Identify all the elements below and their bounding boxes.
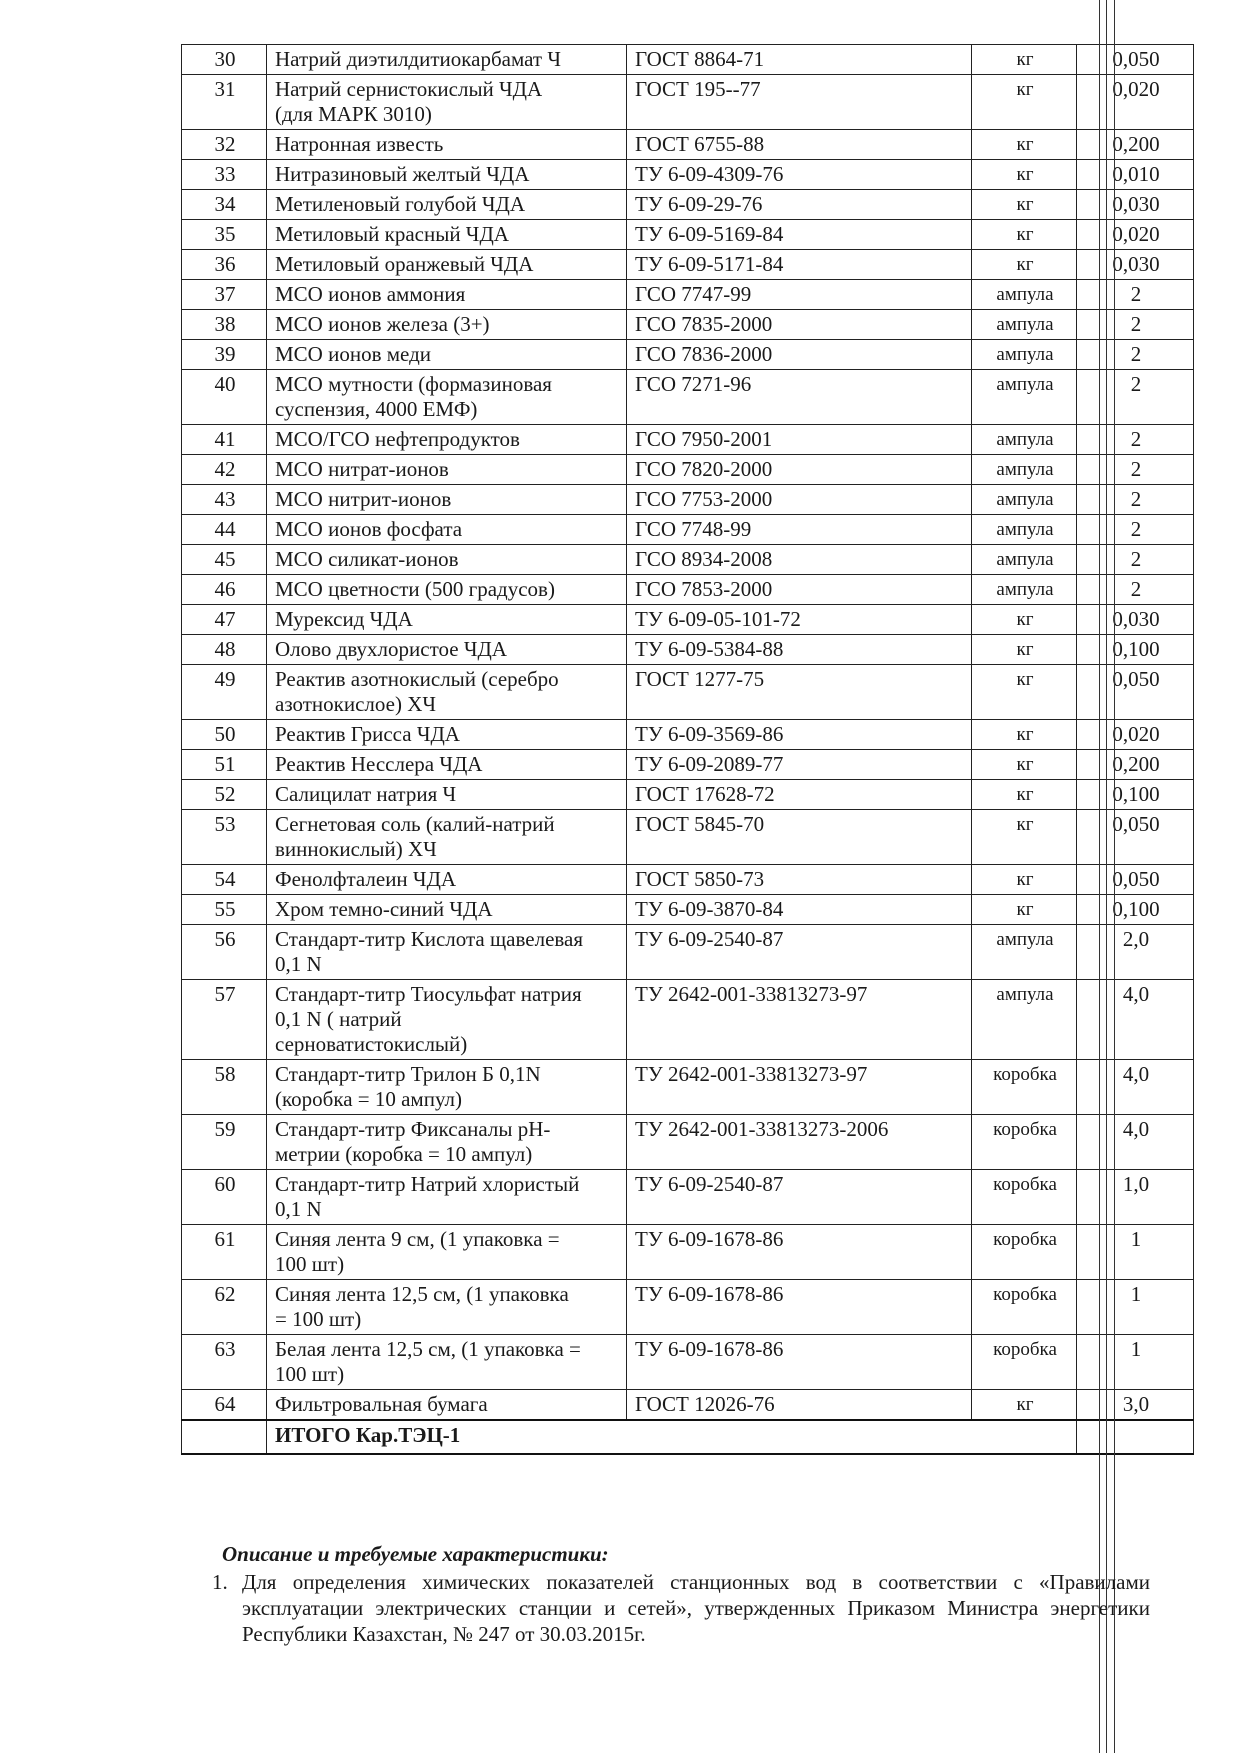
reagents-table-body — [182, 45, 1194, 1421]
reagent-name: МСО силикат-ионов — [267, 545, 627, 575]
reagent-name: Стандарт-титр Натрий хлористый 0,1 N — [267, 1170, 627, 1225]
reagent-unit: кг — [972, 750, 1077, 780]
row-number: 41 — [182, 425, 267, 455]
table-row — [182, 455, 1194, 485]
reagent-quantity: 2 — [1077, 515, 1194, 545]
reagent-quantity: 4,0 — [1077, 980, 1194, 1060]
reagent-quantity: 2 — [1077, 455, 1194, 485]
reagent-standard: ГОСТ 195--77 — [627, 75, 972, 130]
total-row — [182, 1420, 1194, 1454]
reagent-standard: ТУ 6-09-5169-84 — [627, 220, 972, 250]
table-row — [182, 1060, 1194, 1115]
reagent-quantity: 1,0 — [1077, 1170, 1194, 1225]
row-number: 49 — [182, 665, 267, 720]
reagent-name: Натронная известь — [267, 130, 627, 160]
table-row — [182, 1335, 1194, 1390]
row-number: 43 — [182, 485, 267, 515]
reagent-quantity: 2 — [1077, 545, 1194, 575]
table-row — [182, 575, 1194, 605]
reagent-name: МСО мутности (формазиновая суспензия, 4000 ЕМФ) — [267, 370, 627, 425]
reagent-standard: ТУ 6-09-2540-87 — [627, 1170, 972, 1225]
reagent-quantity: 2 — [1077, 280, 1194, 310]
reagent-standard: ГОСТ 17628-72 — [627, 780, 972, 810]
reagent-name: МСО ионов меди — [267, 340, 627, 370]
row-number: 46 — [182, 575, 267, 605]
row-number: 53 — [182, 810, 267, 865]
reagent-name: МСО нитрит-ионов — [267, 485, 627, 515]
reagent-unit: коробка — [972, 1335, 1077, 1390]
table-row — [182, 425, 1194, 455]
reagent-standard: ГСО 7748-99 — [627, 515, 972, 545]
row-number: 47 — [182, 605, 267, 635]
notes-list — [212, 1569, 1150, 1647]
table-row — [182, 925, 1194, 980]
reagent-name: Стандарт-титр Фиксаналы pH- метрии (коробка = 10 ампул) — [267, 1115, 627, 1170]
reagent-name: Синяя лента 9 см, (1 упаковка = 100 шт) — [267, 1225, 627, 1280]
table-row — [182, 160, 1194, 190]
reagent-standard: ГОСТ 5850-73 — [627, 865, 972, 895]
reagent-quantity: 2,0 — [1077, 925, 1194, 980]
table-row — [182, 340, 1194, 370]
reagent-name: Стандарт-титр Трилон Б 0,1N (коробка = 10 ампул) — [267, 1060, 627, 1115]
reagent-standard: ГСО 7271-96 — [627, 370, 972, 425]
table-row — [182, 515, 1194, 545]
row-number: 45 — [182, 545, 267, 575]
reagent-standard: ГОСТ 6755-88 — [627, 130, 972, 160]
reagent-quantity: 0,030 — [1077, 190, 1194, 220]
reagent-name: Белая лента 12,5 см, (1 упаковка = 100 шт) — [267, 1335, 627, 1390]
reagent-standard: ТУ 6-09-3569-86 — [627, 720, 972, 750]
reagent-quantity: 0,010 — [1077, 160, 1194, 190]
reagent-quantity: 2 — [1077, 485, 1194, 515]
reagent-unit: коробка — [972, 1225, 1077, 1280]
row-number: 38 — [182, 310, 267, 340]
reagent-quantity: 1 — [1077, 1335, 1194, 1390]
reagent-quantity: 0,020 — [1077, 75, 1194, 130]
row-number: 48 — [182, 635, 267, 665]
row-number: 59 — [182, 1115, 267, 1170]
reagent-quantity: 2 — [1077, 575, 1194, 605]
reagent-unit: кг — [972, 130, 1077, 160]
table-row — [182, 1115, 1194, 1170]
reagent-standard: ТУ 6-09-5171-84 — [627, 250, 972, 280]
reagent-standard: ТУ 6-09-4309-76 — [627, 160, 972, 190]
row-number: 58 — [182, 1060, 267, 1115]
reagent-unit: кг — [972, 635, 1077, 665]
row-number: 63 — [182, 1335, 267, 1390]
row-number: 64 — [182, 1390, 267, 1421]
table-row — [182, 370, 1194, 425]
reagent-standard: ГОСТ 5845-70 — [627, 810, 972, 865]
reagent-quantity: 0,030 — [1077, 250, 1194, 280]
row-number: 32 — [182, 130, 267, 160]
table-row — [182, 485, 1194, 515]
reagent-name: Синяя лента 12,5 см, (1 упаковка = 100 шт) — [267, 1280, 627, 1335]
reagent-name: Натрий сернистокислый ЧДА (для МАРК 3010) — [267, 75, 627, 130]
reagent-unit: коробка — [972, 1170, 1077, 1225]
reagent-unit: ампула — [972, 980, 1077, 1060]
reagent-quantity: 3,0 — [1077, 1390, 1194, 1421]
reagent-quantity: 1 — [1077, 1280, 1194, 1335]
note-marker: 1. — [212, 1570, 228, 1594]
table-row — [182, 130, 1194, 160]
reagent-name: Реактив азотнокислый (серебро азотнокислое) ХЧ — [267, 665, 627, 720]
reagent-quantity: 0,200 — [1077, 750, 1194, 780]
reagents-table — [181, 44, 1194, 1455]
reagent-standard: ГСО 7836-2000 — [627, 340, 972, 370]
reagent-name: Хром темно-синий ЧДА — [267, 895, 627, 925]
reagent-name: МСО ионов фосфата — [267, 515, 627, 545]
reagent-unit: ампула — [972, 455, 1077, 485]
reagent-name: МСО нитрат-ионов — [267, 455, 627, 485]
reagent-quantity: 0,100 — [1077, 635, 1194, 665]
row-number: 36 — [182, 250, 267, 280]
table-row — [182, 190, 1194, 220]
reagent-name: Метиленовый голубой ЧДА — [267, 190, 627, 220]
total-num-cell — [182, 1420, 267, 1454]
reagent-quantity: 4,0 — [1077, 1115, 1194, 1170]
reagent-name: Реактив Несслера ЧДА — [267, 750, 627, 780]
reagent-standard: ГСО 7853-2000 — [627, 575, 972, 605]
reagent-unit: ампула — [972, 575, 1077, 605]
reagent-quantity: 0,100 — [1077, 895, 1194, 925]
table-row — [182, 280, 1194, 310]
reagent-standard: ТУ 6-09-1678-86 — [627, 1280, 972, 1335]
reagent-unit: ампула — [972, 340, 1077, 370]
reagent-name: Метиловый красный ЧДА — [267, 220, 627, 250]
reagent-unit: ампула — [972, 485, 1077, 515]
reagent-name: Стандарт-титр Тиосульфат натрия 0,1 N ( натрий серноватистокислый) — [267, 980, 627, 1060]
reagent-quantity: 4,0 — [1077, 1060, 1194, 1115]
row-number: 62 — [182, 1280, 267, 1335]
reagent-standard: ТУ 6-09-5384-88 — [627, 635, 972, 665]
table-row — [182, 310, 1194, 340]
reagent-unit: ампула — [972, 515, 1077, 545]
row-number: 50 — [182, 720, 267, 750]
reagent-unit: коробка — [972, 1060, 1077, 1115]
table-row — [182, 750, 1194, 780]
row-number: 55 — [182, 895, 267, 925]
reagent-unit: кг — [972, 720, 1077, 750]
total-value-cell — [1077, 1420, 1194, 1454]
reagent-unit: кг — [972, 810, 1077, 865]
reagent-standard: ГСО 7835-2000 — [627, 310, 972, 340]
reagent-standard: ТУ 6-09-3870-84 — [627, 895, 972, 925]
row-number: 37 — [182, 280, 267, 310]
reagent-name: Салицилат натрия Ч — [267, 780, 627, 810]
reagent-unit: кг — [972, 45, 1077, 75]
row-number: 30 — [182, 45, 267, 75]
reagent-standard: ТУ 2642-001-33813273-97 — [627, 980, 972, 1060]
notes-section — [212, 1541, 1150, 1647]
scan-fold-line — [1106, 0, 1107, 1753]
reagent-standard: ГСО 7950-2001 — [627, 425, 972, 455]
reagent-quantity: 0,050 — [1077, 45, 1194, 75]
table-row — [182, 1225, 1194, 1280]
reagent-standard: ТУ 6-09-29-76 — [627, 190, 972, 220]
reagent-unit: кг — [972, 605, 1077, 635]
table-row — [182, 75, 1194, 130]
row-number: 39 — [182, 340, 267, 370]
reagent-unit: ампула — [972, 280, 1077, 310]
reagent-unit: кг — [972, 75, 1077, 130]
reagent-name: Натрий диэтилдитиокарбамат Ч — [267, 45, 627, 75]
reagent-quantity: 2 — [1077, 310, 1194, 340]
reagent-unit: кг — [972, 250, 1077, 280]
reagent-name: Сегнетовая соль (калий-натрий виннокислый) ХЧ — [267, 810, 627, 865]
reagent-standard: ТУ 6-09-1678-86 — [627, 1335, 972, 1390]
reagent-standard: ГСО 8934-2008 — [627, 545, 972, 575]
reagent-standard: ТУ 6-09-05-101-72 — [627, 605, 972, 635]
reagent-unit: коробка — [972, 1280, 1077, 1335]
reagent-unit: ампула — [972, 925, 1077, 980]
note-item — [212, 1569, 1150, 1647]
reagent-quantity: 0,050 — [1077, 810, 1194, 865]
reagent-name: МСО цветности (500 градусов) — [267, 575, 627, 605]
table-row — [182, 45, 1194, 75]
reagent-unit: кг — [972, 865, 1077, 895]
reagent-unit: кг — [972, 220, 1077, 250]
reagent-name: МСО ионов железа (3+) — [267, 310, 627, 340]
scan-fold-line — [1099, 0, 1100, 1753]
row-number: 33 — [182, 160, 267, 190]
note-text: Для определения химических показателей станционных вод в соответствии с «Правилами эксплуатации электрических станции и сетей», утвержденных Приказом Министра энергетики Республики Казахстан, № 247 от 30.03.2015г. — [242, 1570, 1150, 1646]
reagent-name: Стандарт-титр Кислота щавелевая 0,1 N — [267, 925, 627, 980]
table-row — [182, 980, 1194, 1060]
reagent-name: Метиловый оранжевый ЧДА — [267, 250, 627, 280]
reagent-unit: ампула — [972, 545, 1077, 575]
row-number: 54 — [182, 865, 267, 895]
reagent-quantity: 0,050 — [1077, 865, 1194, 895]
row-number: 60 — [182, 1170, 267, 1225]
row-number: 61 — [182, 1225, 267, 1280]
table-row — [182, 1390, 1194, 1421]
table-row — [182, 665, 1194, 720]
reagent-quantity: 0,050 — [1077, 665, 1194, 720]
reagent-standard: ТУ 2642-001-33813273-97 — [627, 1060, 972, 1115]
reagent-standard: ТУ 6-09-2540-87 — [627, 925, 972, 980]
table-row — [182, 1170, 1194, 1225]
table-row — [182, 250, 1194, 280]
reagent-standard: ГОСТ 1277-75 — [627, 665, 972, 720]
notes-title: Описание и требуемые характеристики: — [222, 1542, 609, 1566]
reagent-standard: ГОСТ 12026-76 — [627, 1390, 972, 1421]
reagent-standard: ГСО 7820-2000 — [627, 455, 972, 485]
table-row — [182, 605, 1194, 635]
reagent-unit: ампула — [972, 310, 1077, 340]
reagent-unit: кг — [972, 160, 1077, 190]
reagent-unit: кг — [972, 665, 1077, 720]
reagent-quantity: 0,100 — [1077, 780, 1194, 810]
row-number: 40 — [182, 370, 267, 425]
reagent-name: Реактив Грисса ЧДА — [267, 720, 627, 750]
reagent-standard: ТУ 2642-001-33813273-2006 — [627, 1115, 972, 1170]
row-number: 56 — [182, 925, 267, 980]
reagent-quantity: 2 — [1077, 370, 1194, 425]
reagent-quantity: 0,020 — [1077, 720, 1194, 750]
table-row — [182, 865, 1194, 895]
reagent-quantity: 0,020 — [1077, 220, 1194, 250]
row-number: 51 — [182, 750, 267, 780]
table-row — [182, 635, 1194, 665]
table-row — [182, 810, 1194, 865]
reagent-standard: ГСО 7753-2000 — [627, 485, 972, 515]
reagent-name: Нитразиновый желтый ЧДА — [267, 160, 627, 190]
reagent-standard: ГОСТ 8864-71 — [627, 45, 972, 75]
reagent-quantity: 2 — [1077, 340, 1194, 370]
table-row — [182, 780, 1194, 810]
reagent-quantity: 1 — [1077, 1225, 1194, 1280]
reagent-unit: кг — [972, 190, 1077, 220]
reagent-unit: кг — [972, 1390, 1077, 1421]
row-number: 34 — [182, 190, 267, 220]
table-row — [182, 220, 1194, 250]
row-number: 57 — [182, 980, 267, 1060]
reagent-name: Олово двухлористое ЧДА — [267, 635, 627, 665]
reagent-unit: кг — [972, 780, 1077, 810]
table-row — [182, 895, 1194, 925]
reagent-unit: кг — [972, 895, 1077, 925]
reagent-standard: ТУ 6-09-1678-86 — [627, 1225, 972, 1280]
reagent-unit: ампула — [972, 425, 1077, 455]
reagent-name: МСО ионов аммония — [267, 280, 627, 310]
scan-fold-line — [1114, 0, 1115, 1753]
row-number: 44 — [182, 515, 267, 545]
reagent-quantity: 2 — [1077, 425, 1194, 455]
reagent-unit: коробка — [972, 1115, 1077, 1170]
reagent-quantity: 0,030 — [1077, 605, 1194, 635]
table-row — [182, 1280, 1194, 1335]
reagent-unit: ампула — [972, 370, 1077, 425]
table-row — [182, 720, 1194, 750]
reagent-standard: ТУ 6-09-2089-77 — [627, 750, 972, 780]
reagent-name: Фильтровальная бумага — [267, 1390, 627, 1421]
row-number: 31 — [182, 75, 267, 130]
reagent-name: МСО/ГСО нефтепродуктов — [267, 425, 627, 455]
table-row — [182, 545, 1194, 575]
row-number: 42 — [182, 455, 267, 485]
row-number: 35 — [182, 220, 267, 250]
reagent-quantity: 0,200 — [1077, 130, 1194, 160]
reagent-name: Мурексид ЧДА — [267, 605, 627, 635]
reagent-standard: ГСО 7747-99 — [627, 280, 972, 310]
reagent-name: Фенолфталеин ЧДА — [267, 865, 627, 895]
row-number: 52 — [182, 780, 267, 810]
total-label: ИТОГО Кар.ТЭЦ-1 — [267, 1420, 1077, 1454]
